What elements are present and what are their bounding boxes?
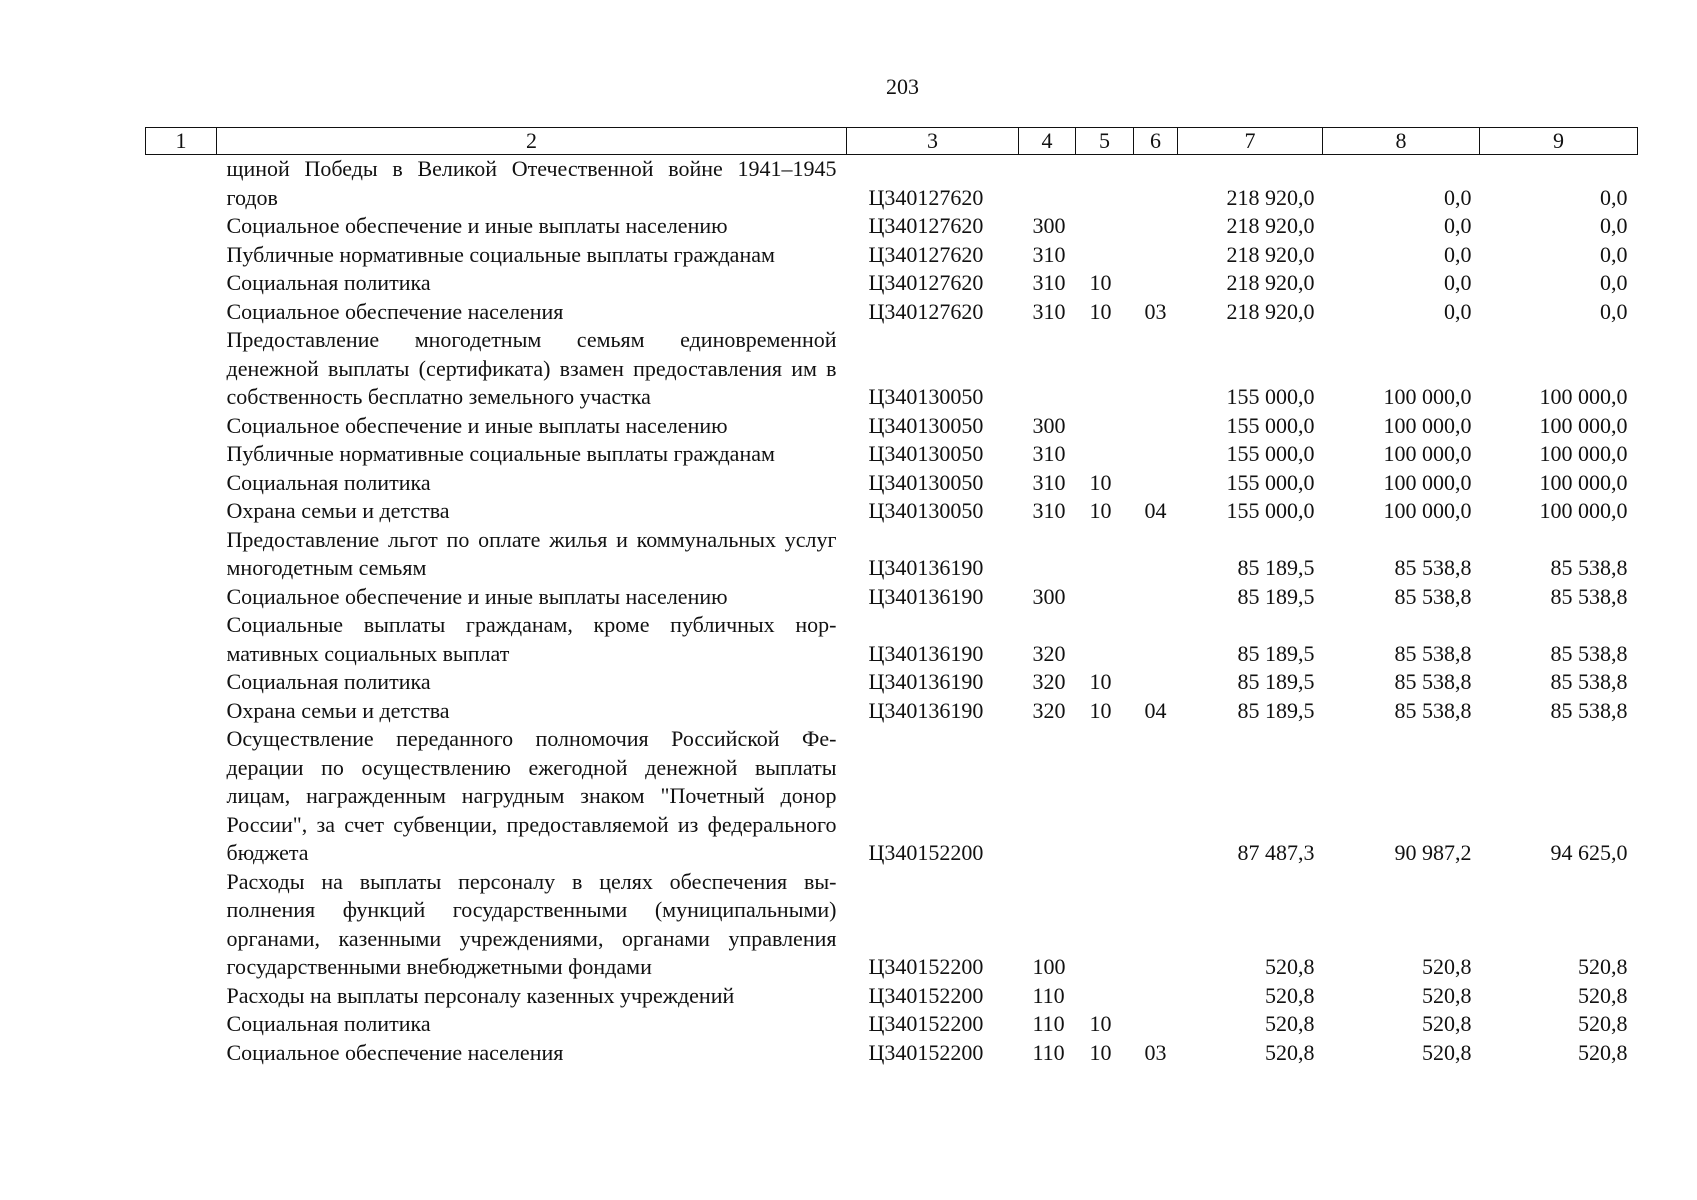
cell-col8: 0,0	[1444, 241, 1472, 267]
cell-col9: 85 538,8	[1550, 697, 1628, 723]
cell-col7: 218 920,0	[1226, 213, 1315, 238]
cell-col8: 85 538,8	[1394, 583, 1472, 609]
cell-col8: 520,8	[1422, 982, 1472, 1008]
cell-col1	[146, 241, 217, 270]
cell-col1	[146, 868, 217, 982]
cell-name: Охрана семьи и детства	[226, 697, 450, 723]
cell-col4: 310	[1032, 469, 1066, 495]
cell-name: Публичные нормативные социальные выплаты гражданам	[226, 241, 775, 267]
table-row	[146, 497, 1638, 526]
cell-col5: 10	[1089, 498, 1112, 523]
cell-col4	[1019, 155, 1076, 213]
cell-col7: 85 189,5	[1237, 697, 1315, 723]
table-row	[146, 440, 1638, 469]
cell-code: Ц340152200	[868, 982, 984, 1008]
cell-col8: 100 000,0	[1383, 469, 1472, 495]
cell-name: Социальное обеспечение и иные выплаты населению	[226, 412, 728, 438]
cell-col7: 155 000,0	[1226, 498, 1315, 523]
cell-name: Социальная политика	[226, 270, 431, 295]
cell-col5	[1076, 868, 1134, 982]
cell-col6	[1134, 326, 1178, 412]
cell-col7: 155 000,0	[1226, 441, 1315, 466]
cell-col4	[1019, 326, 1076, 412]
cell-col8: 520,8	[1422, 1011, 1472, 1036]
cell-name: Социальное обеспечение и иные выплаты населению	[226, 213, 728, 238]
cell-name: Предоставление многодетным семьям единовременной денежной выплаты (сертификата) взамен предоставления им в собственность бесплатно земельного участка	[226, 327, 837, 409]
cell-col1	[146, 982, 217, 1011]
cell-name: Расходы на выплаты персоналу в целях обеспечения выполнения функций государственными (муниципальными) органами, казенными учреждениями, органами управления государственными внебюджетными фондами	[226, 868, 837, 979]
cell-code: Ц340136190	[868, 555, 984, 580]
cell-col7: 218 920,0	[1226, 241, 1315, 267]
cell-name: Социальная политика	[226, 669, 431, 694]
cell-name: Социальное обеспечение населения	[226, 298, 564, 324]
cell-col9: 520,8	[1578, 982, 1628, 1008]
cell-col6: 03	[1144, 298, 1167, 324]
cell-col1	[146, 1010, 217, 1039]
cell-name: Социальное обеспечение населения	[226, 1039, 564, 1065]
cell-col1	[146, 155, 217, 213]
cell-name: Охрана семьи и детства	[226, 498, 450, 523]
cell-col1	[146, 497, 217, 526]
cell-col8: 100 000,0	[1383, 412, 1472, 438]
cell-col7: 218 920,0	[1226, 270, 1315, 295]
cell-col9: 100 000,0	[1539, 412, 1628, 438]
cell-col5	[1076, 241, 1134, 270]
cell-name: Социальная политика	[226, 1011, 431, 1036]
table-row	[146, 212, 1638, 241]
cell-col4: 100	[1032, 954, 1066, 979]
cell-col6	[1134, 155, 1178, 213]
cell-col1	[146, 469, 217, 498]
page-number: 203	[886, 74, 919, 99]
cell-col6	[1134, 583, 1178, 612]
cell-col8: 85 538,8	[1394, 697, 1472, 723]
cell-col6	[1134, 412, 1178, 441]
table-row	[146, 725, 1638, 868]
cell-col4: 110	[1032, 1011, 1065, 1036]
cell-col8: 100 000,0	[1383, 498, 1472, 523]
cell-col1	[146, 269, 217, 298]
table-body	[146, 155, 1638, 1068]
column-header-8: 8	[1323, 128, 1480, 155]
cell-col6	[1134, 668, 1178, 697]
cell-col4: 110	[1032, 1039, 1065, 1065]
cell-col7: 155 000,0	[1226, 384, 1315, 409]
cell-col6	[1134, 469, 1178, 498]
column-header-2: 2	[217, 128, 847, 155]
cell-col4: 310	[1032, 270, 1066, 295]
cell-col5	[1076, 155, 1134, 213]
table-row	[146, 469, 1638, 498]
cell-col5	[1076, 526, 1134, 583]
cell-col6	[1134, 526, 1178, 583]
cell-col5	[1076, 982, 1134, 1011]
cell-col9: 0,0	[1600, 184, 1628, 210]
table-row	[146, 1010, 1638, 1039]
cell-code: Ц340127620	[868, 213, 984, 238]
cell-col5: 10	[1089, 270, 1112, 295]
cell-col8: 85 538,8	[1394, 555, 1472, 580]
table-row	[146, 1039, 1638, 1068]
cell-col7: 155 000,0	[1226, 469, 1315, 495]
cell-col8: 85 538,8	[1394, 640, 1472, 666]
cell-col6	[1134, 982, 1178, 1011]
table-row	[146, 868, 1638, 982]
cell-name: Социальные выплаты гражданам, кроме публичных нормативных социальных выплат	[226, 612, 837, 666]
cell-code: Ц340152200	[868, 840, 984, 865]
cell-code: Ц340152200	[868, 954, 984, 979]
cell-col1	[146, 668, 217, 697]
cell-col9: 0,0	[1600, 298, 1628, 324]
cell-col8: 100 000,0	[1383, 441, 1472, 466]
cell-name: Публичные нормативные социальные выплаты гражданам	[226, 441, 775, 466]
column-header-6: 6	[1134, 128, 1178, 155]
cell-col6	[1134, 611, 1178, 668]
cell-col6: 04	[1144, 498, 1167, 523]
cell-col4	[1019, 725, 1076, 868]
table-row	[146, 697, 1638, 726]
cell-col9: 100 000,0	[1539, 498, 1628, 523]
cell-col1	[146, 412, 217, 441]
cell-col5: 10	[1089, 298, 1112, 324]
cell-code: Ц340136190	[868, 640, 984, 666]
cell-col8: 90 987,2	[1394, 840, 1472, 865]
budget-table	[145, 127, 1638, 1067]
cell-col6	[1134, 212, 1178, 241]
cell-col9: 100 000,0	[1539, 384, 1628, 409]
cell-col5	[1076, 440, 1134, 469]
cell-col8: 0,0	[1444, 184, 1472, 210]
cell-col1	[146, 326, 217, 412]
cell-col7: 85 189,5	[1237, 555, 1315, 580]
table-row	[146, 982, 1638, 1011]
cell-code: Ц340130050	[868, 384, 984, 409]
cell-code: Ц340127620	[868, 270, 984, 295]
cell-name: Социальная политика	[226, 469, 431, 495]
cell-code: Ц340136190	[868, 697, 984, 723]
cell-col5	[1076, 725, 1134, 868]
cell-col9: 100 000,0	[1539, 469, 1628, 495]
cell-col9: 100 000,0	[1539, 441, 1628, 466]
cell-name: Осуществление переданного полномочия Российской Федерации по осуществлению ежегодной денежной выплаты лицам, награжденным нагрудным знаком "Почетный донор России", за счет субвенции, предоставляемой из федерального бюджета	[226, 726, 837, 865]
cell-col5: 10	[1089, 697, 1112, 723]
cell-code: Ц340136190	[868, 669, 984, 694]
cell-col7: 218 920,0	[1226, 298, 1315, 324]
cell-col9: 85 538,8	[1550, 555, 1628, 580]
cell-col7: 85 189,5	[1237, 669, 1315, 694]
cell-col5	[1076, 412, 1134, 441]
cell-col6	[1134, 269, 1178, 298]
cell-col8: 0,0	[1444, 298, 1472, 324]
cell-col1	[146, 298, 217, 327]
cell-col6	[1134, 1010, 1178, 1039]
cell-col5	[1076, 212, 1134, 241]
cell-col4: 320	[1032, 697, 1066, 723]
table-row	[146, 269, 1638, 298]
cell-col4: 320	[1032, 640, 1066, 666]
cell-col4: 310	[1032, 298, 1066, 324]
cell-col5: 10	[1089, 1039, 1112, 1065]
cell-col9: 520,8	[1578, 1011, 1628, 1036]
cell-col4: 310	[1032, 241, 1066, 267]
cell-col5: 10	[1089, 669, 1112, 694]
cell-col1	[146, 725, 217, 868]
cell-code: Ц340127620	[868, 298, 984, 324]
cell-col9: 0,0	[1600, 270, 1628, 295]
cell-col5	[1076, 326, 1134, 412]
cell-col6	[1134, 725, 1178, 868]
cell-col8: 100 000,0	[1383, 384, 1472, 409]
cell-col7: 85 189,5	[1237, 640, 1315, 666]
cell-col4: 320	[1032, 669, 1066, 694]
cell-col6: 04	[1144, 697, 1167, 723]
cell-col8: 0,0	[1444, 213, 1472, 238]
cell-col5	[1076, 583, 1134, 612]
column-header-9: 9	[1480, 128, 1638, 155]
column-header-5: 5	[1076, 128, 1134, 155]
cell-col9: 85 538,8	[1550, 669, 1628, 694]
table-row	[146, 583, 1638, 612]
cell-col9: 520,8	[1578, 954, 1628, 979]
cell-col4: 300	[1032, 412, 1066, 438]
cell-col6	[1134, 440, 1178, 469]
cell-col5	[1076, 611, 1134, 668]
table-row	[146, 668, 1638, 697]
cell-col6	[1134, 241, 1178, 270]
cell-name: Предоставление льгот по оплате жилья и коммунальных услуг многодетным семьям	[226, 526, 837, 580]
cell-code: Ц340127620	[868, 241, 984, 267]
table-row	[146, 155, 1638, 213]
cell-col4: 300	[1032, 583, 1066, 609]
cell-col7: 520,8	[1265, 1011, 1315, 1036]
cell-code: Ц340136190	[868, 583, 984, 609]
cell-col8: 85 538,8	[1394, 669, 1472, 694]
cell-col4: 310	[1032, 441, 1066, 466]
cell-code: Ц340130050	[868, 498, 984, 523]
cell-name: Социальное обеспечение и иные выплаты населению	[226, 583, 728, 609]
cell-col9: 0,0	[1600, 241, 1628, 267]
cell-col7: 87 487,3	[1237, 840, 1315, 865]
cell-code: Ц340130050	[868, 441, 984, 466]
cell-col7: 218 920,0	[1226, 184, 1315, 210]
cell-col7: 85 189,5	[1237, 583, 1315, 609]
table-row	[146, 298, 1638, 327]
cell-col1	[146, 611, 217, 668]
cell-code: Ц340130050	[868, 412, 984, 438]
cell-col6: 03	[1144, 1039, 1167, 1065]
cell-name: Расходы на выплаты персоналу казенных учреждений	[226, 982, 735, 1008]
column-header-3: 3	[847, 128, 1019, 155]
cell-col9: 0,0	[1600, 213, 1628, 238]
table-row	[146, 611, 1638, 668]
cell-col1	[146, 583, 217, 612]
column-number-row	[146, 128, 1638, 155]
cell-col7: 520,8	[1265, 982, 1315, 1008]
cell-col8: 0,0	[1444, 270, 1472, 295]
cell-col7: 520,8	[1265, 1039, 1315, 1065]
cell-code: Ц340152200	[868, 1011, 984, 1036]
table-row	[146, 326, 1638, 412]
cell-col1	[146, 440, 217, 469]
cell-col5: 10	[1089, 469, 1112, 495]
cell-name: щиной Победы в Великой Отечественной войне 1941–1945 годов	[226, 156, 837, 210]
cell-col8: 520,8	[1422, 1039, 1472, 1065]
cell-col1	[146, 526, 217, 583]
cell-col9: 94 625,0	[1550, 840, 1628, 865]
cell-col9: 85 538,8	[1550, 640, 1628, 666]
cell-col7: 155 000,0	[1226, 412, 1315, 438]
cell-col8: 520,8	[1422, 954, 1472, 979]
table-row	[146, 412, 1638, 441]
cell-code: Ц340152200	[868, 1039, 984, 1065]
cell-code: Ц340127620	[868, 184, 984, 210]
column-header-4: 4	[1019, 128, 1076, 155]
cell-col1	[146, 697, 217, 726]
cell-code: Ц340130050	[868, 469, 984, 495]
cell-col4: 310	[1032, 498, 1066, 523]
table-row	[146, 241, 1638, 270]
column-header-7: 7	[1178, 128, 1323, 155]
cell-col4: 110	[1032, 982, 1065, 1008]
cell-col9: 520,8	[1578, 1039, 1628, 1065]
column-header-1: 1	[146, 128, 217, 155]
cell-col4	[1019, 526, 1076, 583]
cell-col9: 85 538,8	[1550, 583, 1628, 609]
table-row	[146, 526, 1638, 583]
cell-col5: 10	[1089, 1011, 1112, 1036]
cell-col6	[1134, 868, 1178, 982]
cell-col1	[146, 1039, 217, 1068]
cell-col7: 520,8	[1265, 954, 1315, 979]
cell-col4: 300	[1032, 213, 1066, 238]
cell-col1	[146, 212, 217, 241]
